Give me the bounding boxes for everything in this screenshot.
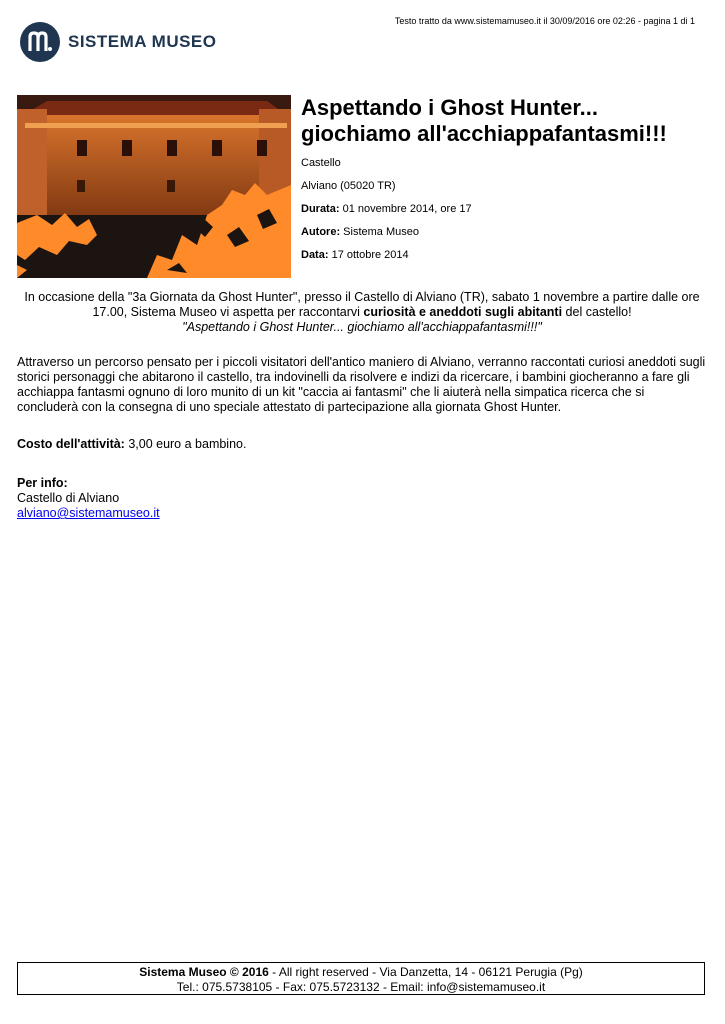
duration-label: Durata: [301, 203, 340, 215]
event-title-line1: Aspettando i Ghost Hunter... [301, 95, 599, 120]
event-title-line2: giochiamo all'acchiappafantasmi!!! [301, 121, 667, 146]
footer-address: - All right reserved - Via Danzetta, 14 - 06121 Perugia (Pg) [268, 965, 583, 979]
castle-photo [17, 95, 291, 278]
intro-bold: curiosità e aneddoti sugli abitanti [363, 305, 563, 319]
event-title [301, 95, 701, 147]
footer-contacts: Tel.: 075.5738105 - Fax: 075.5723132 - Email: info@sistemamuseo.it [176, 980, 546, 994]
description-paragraph: Attraverso un percorso pensato per i piccoli visitatori dell'antico maniero di Alviano, verranno raccontati curiosi aneddoti sugli storici personaggi che abitarono il castello, tra indovinelli da risolvere e indizi da ricercare, i bambini giocheranno a fare gli acchiappa fantasmi ognuno di loro munito di un kit "caccia ai fantasmi" che li aiuterà nella simpatica ricerca che si concluderà con la consegna di uno speciale attestato di partecipazione alla giornata Ghost Hunter. [17, 355, 706, 414]
intro-text-1: In occasione della "3a Giornata da Ghost Hunter", presso il Castello di Alviano (TR), sabato 1 novembre a partire dalle ore 17.00, Sistema Museo vi aspetta per raccontarvi [24, 290, 700, 319]
event-date [301, 249, 701, 262]
info-place: Castello di Alviano [17, 491, 120, 505]
info-label: Per info: [17, 476, 68, 490]
intro-text-2: del castello! [562, 305, 632, 319]
footer-brand: Sistema Museo © 2016 [139, 965, 269, 979]
event-location: Alviano (05020 TR) [301, 180, 396, 192]
date-value: 17 ottobre 2014 [331, 249, 409, 261]
page-footer [17, 962, 705, 995]
logo-mark-icon [20, 22, 60, 62]
event-author [301, 226, 701, 239]
event-duration [301, 203, 701, 216]
duration-value: 01 novembre 2014, ore 17 [342, 203, 472, 215]
contact-info [17, 476, 160, 521]
date-label: Data: [301, 249, 329, 261]
info-email-link[interactable]: alviano@sistemamuseo.it [17, 506, 160, 520]
print-header-note: Testo tratto da www.sistemamuseo.it il 30/09/2016 ore 02:26 - pagina 1 di 1 [394, 16, 695, 26]
author-value: Sistema Museo [343, 226, 419, 238]
logo-text: SISTEMA MUSEO [68, 32, 217, 51]
cost-label: Costo dell'attività: [17, 437, 125, 451]
cost-value: 3,00 euro a bambino. [124, 437, 247, 451]
cost-line [17, 437, 246, 451]
author-label: Autore: [301, 226, 341, 238]
intro-quote: "Aspettando i Ghost Hunter... giochiamo all'acchiappafantasmi!!!" [182, 320, 542, 334]
site-logo[interactable] [20, 22, 217, 62]
event-type: Castello [301, 157, 341, 169]
intro-paragraph [17, 290, 707, 335]
event-info [301, 95, 701, 272]
